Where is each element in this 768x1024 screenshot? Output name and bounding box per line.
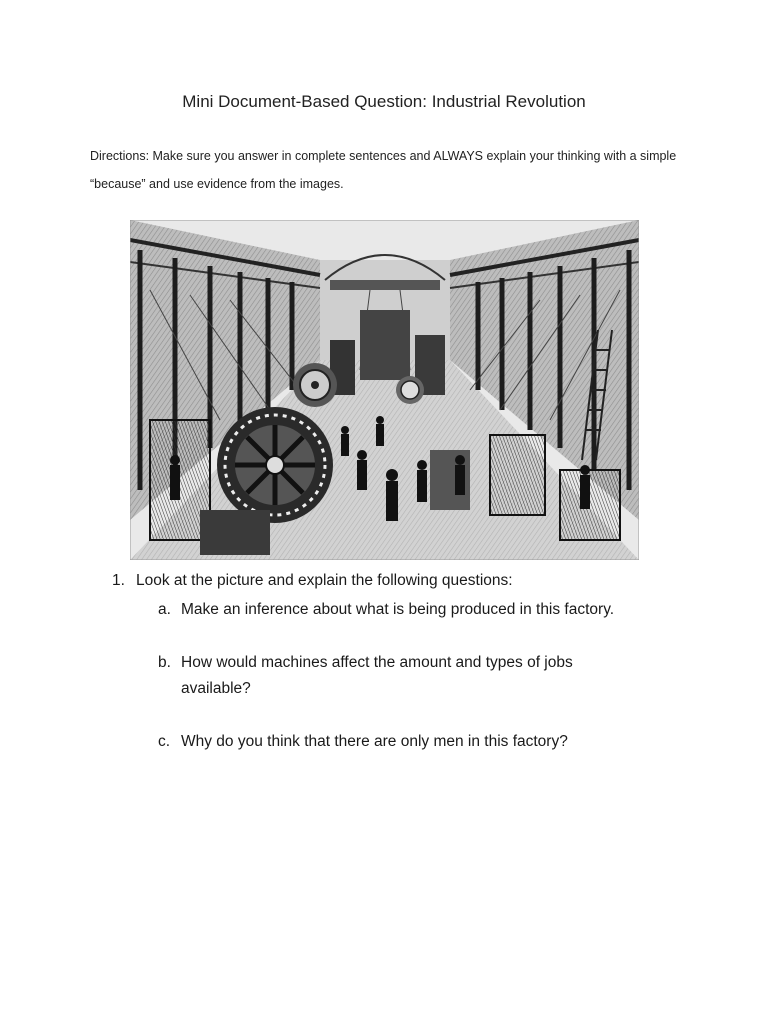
question-1-number: 1. (112, 572, 125, 589)
directions-text: Directions: Make sure you answer in complete sentences and ALWAYS explain your thinking with a simple “because” and use evidence from the images. (90, 149, 677, 191)
sub-question-letter: a. (158, 601, 171, 618)
sub-question-a (158, 597, 712, 623)
sub-question-b (158, 650, 712, 702)
question-1-prompt: Look at the picture and explain the following questions: (136, 572, 513, 589)
sub-question-c (158, 729, 712, 755)
question-1 (112, 570, 712, 592)
sub-question-list (158, 597, 712, 755)
document-title: Mini Document-Based Question: Industrial Revolution (182, 92, 586, 111)
sub-question-letter: c. (158, 733, 171, 750)
sub-question-text: How would machines affect the amount and types of jobs available? (181, 654, 573, 697)
sub-question-letter: b. (158, 654, 171, 671)
question-list (112, 570, 712, 755)
sub-question-text: Why do you think that there are only men in this factory? (181, 733, 568, 750)
factory-illustration (130, 220, 639, 560)
sub-question-text: Make an inference about what is being produced in this factory. (181, 601, 615, 618)
